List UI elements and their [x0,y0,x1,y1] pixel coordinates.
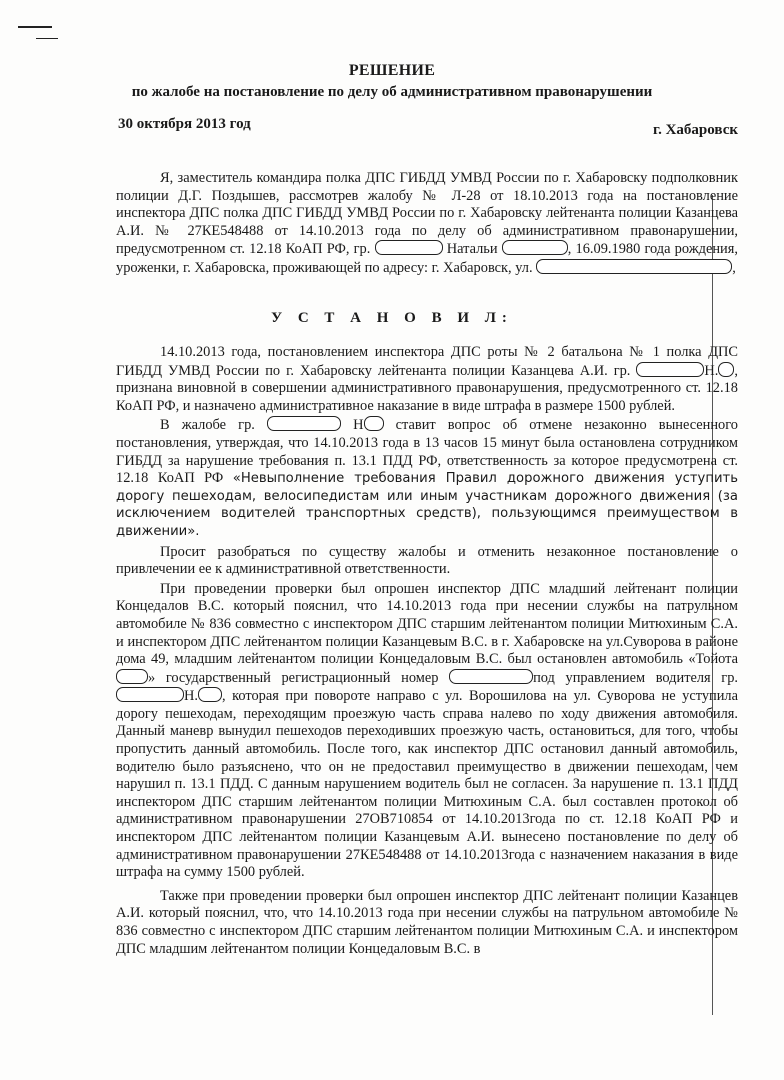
paragraph-3: Просит разобраться по существу жалобы и отменить незаконное постановление о привлечении ее к административной ответственности. [116,543,738,578]
intro-paragraph [116,170,738,278]
paragraph-4-text-3: под управлением водителя гр. [533,669,738,686]
paragraph-1 [116,344,738,415]
redacted-patronymic [502,240,568,255]
paragraph-1-text: 14.10.2013 года, постановлением инспектора ДПС роты № 2 батальона № 1 полка ДПС ГИБДД УМВД России по г. Хабаровску лейтенанта полиции Казанцева А.И. гр. [116,344,738,379]
initial-text: Н [353,417,364,434]
paragraph-2-text-mid: ставит вопрос об отмене незаконно вынесенного постановления, утверждая, что 14.10.2013 года в 13 часов 15 минут была остановлена сотрудником ГИБДД за нарушение требования п. 13.1 ПДД РФ, ответственность за которое предусмотрена ст. 12.18 КоАП РФ [116,417,738,487]
intro-text-2: Натальи [446,241,498,258]
redacted-surname [116,687,184,702]
paragraph-4-text: При проведении проверки был опрошен инспектор ДПС младший лейтенант полиции Концедалов В.С. который пояснил, что 14.10.2013 года при несении службы на патрульном автомобиле № 836 совместно с инспектором ДПС старшим лейтенантом полиции Митюхиным С.А. и инспектором ДПС лейтенантом полиции Казанцевым В.С. в г. Хабаровске на ул.Суворова в районе дома 49, младшим лейтенантом полиции Концедаловым В.С. был остановлен автомобиль «Тойота [116,580,738,668]
document-subtitle: по жалобе на постановление по делу об административном правонарушении [131,84,653,100]
section-heading-ustanovil: У С Т А Н О В И Л: [271,310,513,326]
scan-artifact-mark [18,26,52,28]
redacted-initial [198,687,222,702]
redacted-car-model [116,669,148,684]
intro-text-4: , [732,259,736,276]
initial-text: Н. [184,688,198,705]
paragraph-2-text: В жалобе гр. [160,417,255,434]
document-city: г. Хабаровск [652,122,738,138]
redacted-plate-number [449,669,533,684]
quoted-rule-text: «Невыполнение требования Правил дорожного движения уступить дорогу пешеходам, велосипедистам или иным участникам дорожного движения (за исключением водителей транспортных средств), пользующимся преимуществом в движении». [116,471,738,539]
paragraph-5: Также при проведении проверки был опрошен инспектор ДПС лейтенант полиции Казанцев А.И. который пояснил, что, что 14.10.2013 года при несении службы на патрульном автомобиле № 836 совместно с инспектором ДПС старшим лейтенантом полиции Митюхиным С.А. и инспектором ДПС младшим лейтенантом полиции Концедаловым В.С. в [116,887,738,957]
body-paragraphs [116,344,738,958]
redacted-surname [375,240,443,255]
redacted-address [536,259,732,274]
paragraph-4-text-2: » государственный регистрационный номер [148,669,439,686]
scan-artifact-mark [36,38,58,39]
intro-text-3: , 16.09.1980 года рождения, уроженки, г. Хабаровска, проживающей по адресу: г. Хабаровск, ул. [116,241,738,276]
document-title: РЕШЕНИЕ [348,62,436,79]
paragraph-4-text-end: , которая при повороте направо с ул. Ворошилова на ул. Суворова не уступила дорогу пешеходам, переходящим проезжую часть справа налево по ходу движения автомобиля. Данный маневр вынудил пешеходов переходивших проезжую часть, остановиться, для того, чтобы пропустить данный автомобиль. После того, как инспектор ДПС остановил данный автомобиль, водителю было разъяснено, что он не предоставил преимущество в движении пешеходам, чем нарушил п. 13.1 ПДД. С данным нарушением водитель был не согласен. За нарушение п. 13.1 ПДД инспектором ДПС старшим лейтенантом полиции Митюхиным С.А. был составлен протокол об административном правонарушении 27ОВ710854 от 14.10.2013года по ст. 12.18 КоАП РФ и инспектором ДПС лейтенантом полиции Казанцевым А.И. вынесено постановление по делу об административном правонарушении 27КЕ548488 от 14.10.2013года с назначением наказания в виде штрафа на сумму 1500 рублей. [116,688,738,881]
paragraph-4 [116,581,738,882]
redacted-initial [718,362,734,377]
initial-text: Н. [704,362,719,379]
intro-text-1: Я, заместитель командира полка ДПС ГИБДД УМВД России по г. Хабаровску подполковник полиции Д.Г. Поздышев, рассмотрев жалобу № Л-28 от 18.10.2013 года на постановление инспектора ДПС полка ДПС ГИБДД УМВД России по г. Хабаровску лейтенанта полиции Казанцева А.И. № 27КЕ548488 от 14.10.2013 года по делу об административном правонарушении, предусмотренном ст. 12.18 КоАП РФ, гр. [116,170,738,258]
redacted-surname [267,416,341,431]
paragraph-1-text-end: , признана виновной в совершении административного правонарушения, предусмотренного ст. 12.18 КоАП РФ, и назначено административное наказание в виде штрафа в размере 1500 рублей. [116,362,738,414]
document-date: 30 октября 2013 год [118,116,251,132]
redacted-surname [636,362,704,377]
paragraph-2 [116,416,738,540]
redacted-initial [364,416,384,431]
